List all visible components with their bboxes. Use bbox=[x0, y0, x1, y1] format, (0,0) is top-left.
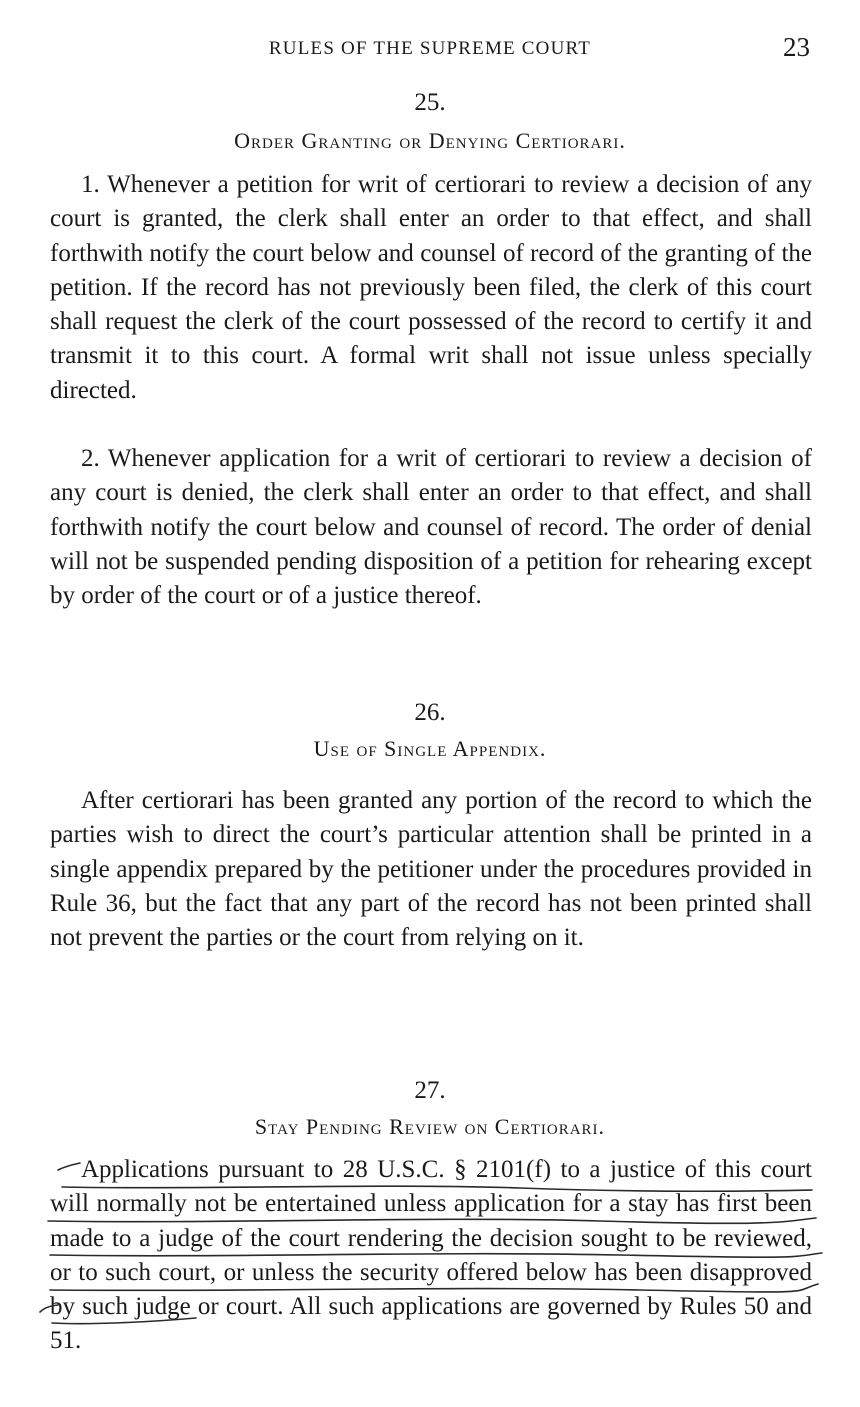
rule-25-paragraph-1: 1. Whenever a petition for writ of certiorari to review a decision of any court is granted, the clerk shall enter an order to that effect, and shall forthwith notify the court below and counsel of record of the granting of the petition. If the record has not previously been filed, the clerk of this court shall request the clerk of the court possessed of the record to certify it and transmit it to this court. A formal writ shall not issue unless specially directed. bbox=[50, 171, 812, 404]
rule-27-heading: Stay Pending Review on Certiorari. bbox=[254, 1114, 606, 1139]
running-title: RULES OF THE SUPREME COURT bbox=[268, 38, 592, 59]
running-head bbox=[0, 34, 860, 64]
rule-26-paragraph-1: After certiorari has been granted any portion of the record to which the parties wish to direct the court’s particular attention shall be printed in a single appendix prepared by the petitioner under the procedures provided in Rule 36, but the fact that any part of the record has not been printed shall not prevent the parties or the court from relying on it. bbox=[50, 787, 812, 952]
rule-25-paragraph-2: 2. Whenever application for a writ of certiorari to review a decision of any court is denied, the clerk shall enter an order to that effect, and shall forthwith notify the court below and counsel of record. The order of denial will not be suspended pending disposition of a petition for rehearing except by order of the court or of a justice thereof. bbox=[50, 445, 812, 610]
rule-27-number: 27. bbox=[414, 1077, 446, 1104]
rule-25-heading: Order Granting or Denying Certiorari. bbox=[234, 128, 626, 153]
rule-27-paragraph-1: Applications pursuant to 28 U.S.C. § 2101(f) to a justice of this court will normally not be entertained unless application for a stay has first been made to a judge of the court rendering the decision sought to be reviewed, or to such court, or unless the security offered below has been disapproved by such judge or court. All such applications are governed by Rules 50 and 51. bbox=[50, 1156, 812, 1355]
rule-25-number: 25. bbox=[414, 89, 446, 116]
page-number: 23 bbox=[783, 32, 810, 62]
rule-26-number: 26. bbox=[414, 699, 446, 726]
rule-26-heading: Use of Single Appendix. bbox=[313, 736, 547, 761]
